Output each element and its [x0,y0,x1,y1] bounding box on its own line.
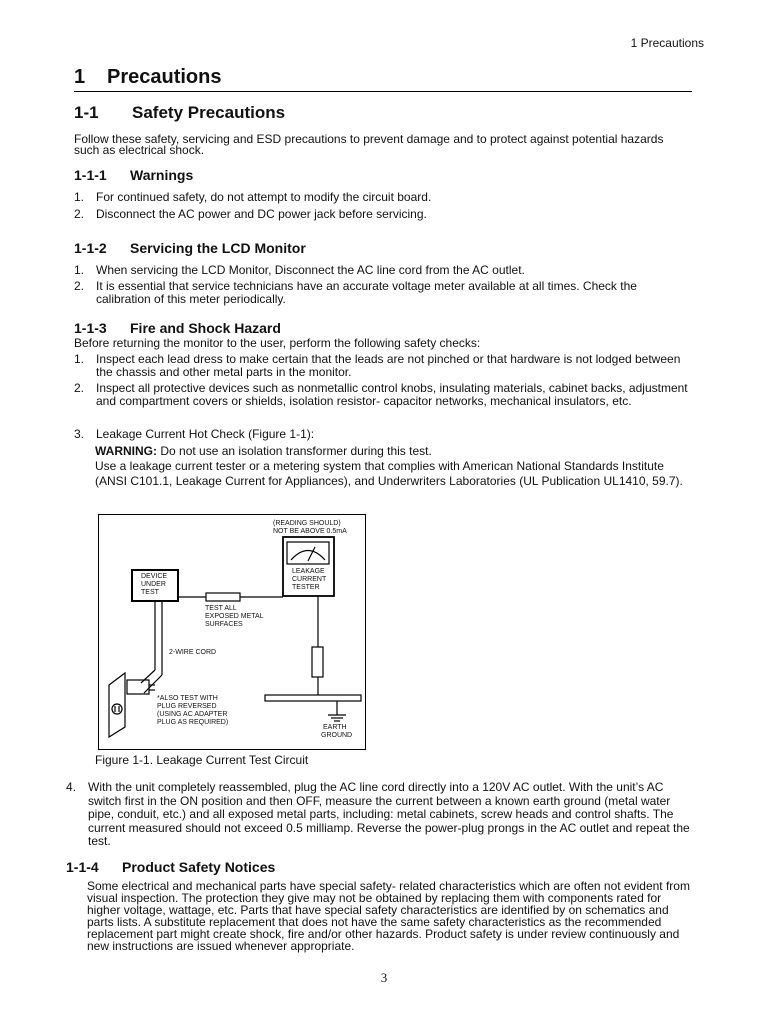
probe-resistor [206,593,240,601]
tester-probe [312,647,323,677]
running-header: 1 Precautions [630,36,704,50]
warning-text: Do not use an isolation transformer during this test. [160,444,432,458]
fire-heading [74,320,281,336]
earth-label-2: GROUND [321,732,353,739]
warnings-number: 1-1-1 [74,167,107,183]
tester-label-3: TESTER [292,584,320,591]
tester-label-1: LEAKAGE [292,568,325,575]
meter-needle [308,547,315,561]
product-heading [66,859,275,875]
intro-paragraph: Follow these safety, servicing and ESD precautions to prevent damage and to protect against potential hazards such as electrical shock. [74,132,664,157]
also-label-1: *ALSO TEST WITH [157,695,218,702]
test-label-3: SURFACES [205,621,243,628]
servicing-heading [74,240,306,256]
outlet-socket [112,704,122,714]
fire-title: Fire and Shock Hazard [130,320,281,336]
warning-block [95,444,695,489]
chapter-title: Precautions [107,66,222,88]
list-item: 2. It is essential that service technicians have an accurate voltage meter available at all times. Check the calibration of this meter periodically. [74,279,637,306]
section-title: Safety Precautions [132,103,286,122]
also-label-2: PLUG REVERSED [157,703,217,710]
reading-label-1: (READING SHOULD) [273,520,341,527]
fire-list [74,353,694,408]
list-item: 1. Inspect each lead dress to make certain that the leads are not pinched or that hardware is not lodged between the chassis and other metal parts in the monitor. [74,352,681,379]
product-number: 1-1-4 [66,859,99,875]
page-number: 3 [380,970,388,985]
leakage-circuit-diagram [99,515,365,749]
fire-number: 1-1-3 [74,320,107,336]
ground-plane [265,695,361,701]
list-item-4: 4. With the unit completely reassembled, plug the AC line cord directly into a 120V AC outlet. With the unit’s AC switch first in the ON position and then OFF, measure the current between a known earth ground (metal water pipe, conduit, etc.) and all exposed metal parts, including: metal cabinets, screw heads and control shafts. The current measured should not exceed 0.5 milliamp. Reverse the power-plug prongs in the AC outlet and repeat the test. [66,780,690,848]
list-item: 1. When servicing the LCD Monitor, Disconnect the AC line cord from the AC outlet. [74,263,525,277]
earth-label-1: EARTH [323,724,347,731]
warning-body: Use a leakage current tester or a metering system that complies with American National Standards Institute (ANSI C101.1, Leakage Current for Appliances), and Underwriters Laboratories (UL Publication UL1410, 59.7). [95,459,683,488]
also-label-3: (USING AC ADAPTER [157,711,228,718]
test-label-1: TEST ALL [205,605,237,612]
figure-caption: Figure 1-1. Leakage Current Test Circuit [95,753,309,767]
device-label-1: DEVICE [141,573,168,580]
meter-arc [291,551,325,561]
reading-label-2: NOT BE ABOVE 0.5mA [273,528,347,535]
list-item: 1. For continued safety, do not attempt to modify the circuit board. [74,190,432,204]
chapter-heading [74,66,692,92]
test-label-2: EXPOSED METAL [205,613,264,620]
cord-wire-bend [141,670,155,683]
servicing-number: 1-1-2 [74,240,107,256]
leakage-test-figure [95,514,366,767]
list-item-3: 3. Leakage Current Hot Check (Figure 1-1): [74,427,315,441]
section-heading [74,103,285,123]
warnings-list [74,189,694,223]
warnings-heading [74,167,193,183]
tester-label-2: CURRENT [292,576,327,583]
section-number: 1-1 [74,103,99,122]
also-label-4: PLUG AS REQUIRED) [157,719,229,726]
fire-intro: Before returning the monitor to the user, perform the following safety checks: [74,336,481,350]
warning-label: WARNING: [95,444,157,458]
cord-label: 2-WIRE CORD [169,649,217,656]
chapter-number: 1 [74,66,86,88]
outlet-plate [109,673,125,737]
list-item: 2. Disconnect the AC power and DC power jack before servicing. [74,207,427,221]
servicing-list [74,264,694,306]
warnings-title: Warnings [130,167,194,183]
servicing-title: Servicing the LCD Monitor [130,240,306,256]
product-title: Product Safety Notices [122,859,276,875]
device-label-2: UNDER [141,581,166,588]
list-item: 2. Inspect all protective devices such as nonmetallic control knobs, insulating materials, cabinet backs, adjustment and compartment covers or shields, isolation resistor- capacitor networks, mechanical insulators, etc. [74,381,688,408]
device-label-3: TEST [141,589,159,596]
product-safety-text: Some electrical and mechanical parts have special safety- related characteristics which are often not evident from visual inspection. The protection they give may not be obtained by replacing them with components rated for higher voltage, wattage, etc. Parts that have special safety characteristics are identified by on schematics and parts lists. A substitute replacement that does not have the same safety characteristics as the recommended replacement part might create shock, fire and/or other hazards. Product safety is under review continuously and new instructions are issued whenever appropriate. [87,879,690,953]
